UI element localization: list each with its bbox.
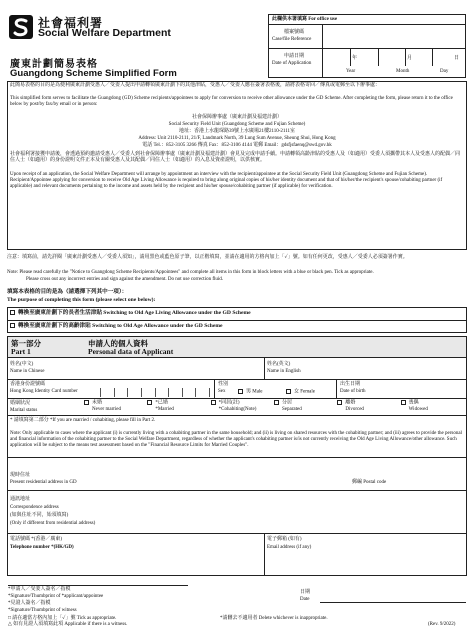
name-chinese-field[interactable] [60, 358, 262, 378]
office-use-heading: 此欄供本署填寫 For office use [272, 17, 338, 22]
marital-option-cn: 喪偶 [408, 400, 419, 406]
hkid-field[interactable] [100, 388, 210, 397]
married-note-en: *If you are married / cohabiting, please fill in Part 2. [50, 418, 156, 423]
hkid-label-cn: 香港身份證號碼 [10, 382, 46, 387]
signature-date-field[interactable] [320, 590, 466, 601]
date-line [320, 602, 466, 603]
sex-option-male[interactable] [238, 389, 263, 396]
postal-code-field[interactable] [420, 478, 464, 488]
marital-checkbox[interactable] [84, 400, 89, 405]
intro-text-cn-2: 社會福利署接獲申請後，會透過預約邀請受惠人／受委人到社會保障辦事處（廣東計劃及福建計劃）會見及完成申請手續。申請轉領高齡津貼的受惠人及（如適用）受委人須攜帶其本人及受惠人的配偶／同住人士（如適用）的身份證明文件正本及有關受惠人及其配偶／同住人士（如適用）的入息及資產證明，以供核實。 [10, 152, 461, 163]
purpose-option-oaa[interactable] [10, 323, 223, 330]
part1-title-en: Personal data of Applicant [88, 347, 174, 356]
revision-label: (Rev. 9/2022) [428, 622, 456, 627]
name-chinese-label-en: Name in Chinese [10, 369, 45, 374]
married-note [10, 418, 155, 424]
cohabiting-note-en: Note: Only applicable to cases where the applicant (i) is currently living with a cohabiting partner in the same household; and (ii) is living on shared resources with the cohabiting partner; and (iii) agrees to provide the personal and financial information of the cohabiting partner to the Social Welfare Department, regardless of whether the applicant's cohabiting partner is/is not currently receiving the Old Age Living Allowance/other allowance. Such application will be subject to the means test assessment based on the "Financial Resource Limits for Married Couples". [10, 431, 462, 448]
intro-text-en-1: This simplified form serves to facilitate the Guangdong (GD) Scheme recipients/appointees to apply for conversion to receive other allowance under the GD Scheme. After completing the form, please return it to the office below by post/by fax/by email or in person: [10, 96, 453, 107]
marital-option-cn: 未婚 [92, 400, 103, 406]
office-contact: 電話 Tel.：852-3105 3266 傳真 Fax：852-3106 4144 電郵 Email：gdsfjsfaenq@swd.gov.hk [142, 143, 332, 148]
month-label-cn: 月 [407, 56, 413, 61]
oaa-option-label: 轉換至廣東計劃下的高齡津貼 Switching to Old Age Allowance under the GD Scheme [18, 323, 223, 329]
year-label-en: Year [346, 69, 356, 74]
name-english-label-cn: 姓名(英文) [267, 362, 291, 367]
case-ref-label-en: Case/file Reference [272, 37, 312, 42]
marital-label-cn: 婚姻狀況 [10, 401, 31, 406]
case-ref-field[interactable] [323, 25, 465, 47]
sex-option-female[interactable] [286, 389, 315, 396]
purpose-option-oala[interactable] [10, 310, 251, 317]
dept-name-cn: 社會福利署 [38, 16, 104, 30]
marital-option-en: *Married [155, 406, 174, 412]
form-title-cn: 廣東計劃簡易表格 [10, 59, 98, 70]
tick-note: □ 請在適當方格內加上「✓」號 Tick as appropriate. [8, 616, 117, 621]
date-label-cn: 申請日期 [284, 54, 305, 59]
dob-field[interactable] [372, 381, 466, 397]
form-title-en: Guangdong Scheme Simplified Form [10, 68, 177, 79]
marital-option-en: Widowed [408, 406, 428, 412]
marital-option[interactable] [211, 400, 257, 413]
intro-text-en-2: Upon receipt of an application, the Social Welfare Department will arrange by appointment an interview with the recipient/appointee at the Social Security Field Unit (Guangdong Scheme and Fujian Scheme). Recipient/Appointee applying for conversion to receive Old Age Living Allowance is required to bring along original copies of his/her identity document and that of his/her/the recipient's spouse/cohabiting partner (if applicable) and relevant documents pertaining to the income and assets held by the recipient and his/her spouse/cohabiting partner (if applicable) for verification. [10, 172, 443, 189]
signature-line [8, 585, 188, 586]
marital-checkbox[interactable] [274, 400, 279, 405]
part1-label-en: Part 1 [11, 347, 31, 356]
marital-option-cn: 分居 [282, 400, 293, 406]
marital-option-cn: *已婚 [155, 400, 168, 406]
month-label-en: Month [396, 69, 410, 74]
part1-title-cn: 申請人的個人資料 [88, 339, 148, 348]
year-label-cn: 年 [352, 56, 358, 61]
name-english-field[interactable] [318, 358, 466, 378]
correspondence-address-field[interactable] [130, 491, 464, 532]
part1-label-cn: 第一部分 [11, 339, 41, 348]
note-text-en-2: Please cross out any incorrect entries and sign against the amendment. Do not use correction fluid. [26, 277, 224, 282]
office-address-en: Address: Unit 2110-2111, 21/F, Landmark North, 39 Lung Sum Avenue, Sheung Shui, Hong Kong [138, 136, 336, 141]
name-chinese-label-cn: 姓名(中文) [10, 362, 34, 367]
purpose-heading-cn: 填寫本表格的目的是為（請選擇下列其中一項）： [7, 289, 128, 295]
witness-label-cn: *見證人簽名／指模 [8, 601, 51, 606]
sex-label-cn: 性別 [218, 382, 229, 387]
note-text-cn: 注意：填寫前，請先詳閱「廣東計劃受惠人／受委人須知」，請用黑色或藍色原子筆，以正楷填寫，並請在適用的方格內加上「✓」號。如有任何更改，受惠人／受委人必須簽署作實。 [7, 255, 408, 260]
corr-label-en-2: (Only if different from residential address) [10, 521, 96, 526]
marital-option[interactable] [147, 400, 174, 413]
oaa-checkbox[interactable] [10, 323, 15, 328]
signature-label-en: *Signature/Thumbprint of *applicant/appointee [8, 594, 104, 599]
marital-label-en: Marital status [10, 408, 38, 413]
male-checkbox[interactable] [238, 389, 243, 394]
intro-text-cn-1: 此簡易表格的目的是為便利廣東計劃受惠人／受委人提出申請轉領廣東計劃下的其他津貼，受惠人／受委人應在簽署表格後，請將表格寄回／傳真或電郵至以下辦事處： [10, 83, 381, 88]
marital-option[interactable] [337, 400, 364, 413]
oala-option-label: 轉換至廣東計劃下的長者生活津貼 Switching to Old Age Living Allowance under the GD Scheme [18, 310, 251, 316]
postal-label-cn: 郵編 [352, 480, 363, 485]
office-address-cn: 地址：香港上水龍琛路39號上水廣場21樓2110-2111室 [178, 129, 296, 134]
part1-header [8, 337, 466, 357]
marital-option-en: *Cohabiting(Note) [218, 406, 257, 412]
residential-address-field[interactable] [110, 458, 342, 489]
dept-name-en: Social Welfare Department [38, 27, 171, 39]
swd-logo-icon [8, 14, 34, 40]
office-name-en: Social Security Field Unit (Guangdong Scheme and Fujian Scheme) [168, 122, 306, 127]
female-label: 女 Female [294, 389, 315, 395]
date-label-cn-sig: 日期 [300, 590, 311, 595]
oala-checkbox[interactable] [10, 310, 15, 315]
tel-label-en: Telephone number *(HK/GD) [10, 545, 74, 550]
signature-label-cn: *申請人／受委人簽名／指模 [8, 587, 71, 592]
email-label-en: Email address (if any) [267, 545, 312, 550]
marital-option[interactable] [274, 400, 302, 413]
applicable-note: △ 如有見證人須填寫此項 Applicable if there is a witness. [8, 622, 128, 627]
residential-label-cn: 現時住址 [10, 473, 31, 478]
marital-checkbox[interactable] [211, 400, 216, 405]
signature-field[interactable] [8, 578, 188, 585]
marital-option-cn: *同居(註) [218, 400, 240, 406]
marital-option[interactable] [401, 400, 428, 413]
marital-options [84, 400, 464, 415]
male-label: 男 Male [246, 389, 263, 395]
postal-label-en: Postal code [363, 480, 387, 485]
marital-checkbox[interactable] [337, 400, 342, 405]
witness-label-en: *Signature/Thumbprint of witness [8, 608, 77, 613]
marital-option-en: Divorced [345, 406, 364, 412]
sex-label-en: Sex [218, 389, 226, 394]
corr-label-en-1: Correspondence address [10, 505, 59, 510]
corr-label-cn-1: 通訊地址 [10, 497, 31, 502]
hkid-label-en: Hong Kong Identity Card number [10, 389, 78, 394]
office-name-cn: 社會保障辦事處（廣東計劃及福建計劃） [191, 115, 282, 120]
email-field[interactable] [330, 536, 464, 574]
marital-option-en: Never married [92, 406, 122, 412]
postal-code-label [352, 480, 386, 486]
dob-label-cn: 出生日期 [340, 382, 361, 387]
note-text-en-1: Note: Please read carefully the "Notice to Guangdong Scheme Recipients/Appointees" and complete all items in this form in block letters with a blue or black pen. Tick as appropriate. [7, 270, 374, 275]
corr-label-cn-2: (如與住址不同，始須填寫) [10, 513, 69, 518]
date-label-en-sig: Date [300, 597, 310, 602]
name-english-label-en: Name in English [267, 369, 301, 374]
day-label-cn: 日 [454, 56, 460, 61]
tel-label-cn: 電話號碼 *(香港／廣東) [10, 537, 63, 542]
marital-checkbox[interactable] [147, 400, 152, 405]
date-label-en: Date of Application [272, 61, 312, 66]
marital-option-cn: 離婚 [345, 400, 356, 406]
email-label-cn: 電子郵箱 (如有) [267, 537, 302, 542]
female-checkbox[interactable] [286, 389, 291, 394]
delete-note: *請刪去不適用者 Delete whichever is inappropriate. [220, 616, 328, 621]
marital-option-en: Separated [282, 406, 302, 412]
purpose-heading-en: The purpose of completing this form (please select one below): [7, 297, 156, 303]
telephone-field[interactable] [100, 536, 262, 574]
married-note-cn: * 請填寫第二部分 [10, 418, 49, 423]
marital-checkbox[interactable] [401, 400, 406, 405]
case-ref-label-cn: 檔案號碼 [284, 30, 305, 35]
day-label-en: Day [440, 69, 449, 74]
residential-label-en: Present residential address in GD [10, 480, 77, 485]
marital-option[interactable] [84, 400, 121, 413]
dob-label-en: Date of birth [340, 389, 366, 394]
